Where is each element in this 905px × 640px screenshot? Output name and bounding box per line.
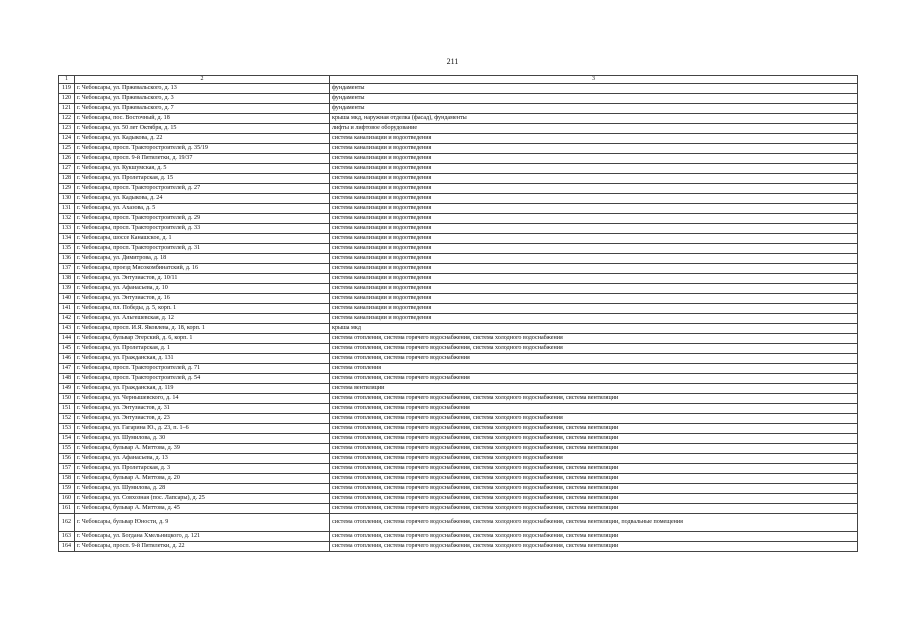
row-works: система канализации и водоотведения [330,294,858,304]
table-row [59,244,858,254]
row-address: г. Чебоксары, просп. И.Я. Яковлева, д. 18, корп. 1 [75,324,330,334]
table-row [59,314,858,324]
row-number: 154 [59,434,75,444]
header-cell-3: 3 [330,76,858,84]
row-number: 121 [59,104,75,114]
row-address: г. Чебоксары, ул. Чернышевского, д. 14 [75,394,330,404]
row-works: система канализации и водоотведения [330,174,858,184]
row-address: г. Чебоксары, ул. Энтузиастов, д. 10/11 [75,274,330,284]
row-number: 146 [59,354,75,364]
row-number: 158 [59,474,75,484]
row-address: г. Чебоксары, бульвар А. Миттова, д. 20 [75,474,330,484]
row-works: крыша мкд, наружная отделка (фасад), фундаменты [330,114,858,124]
table-row [59,284,858,294]
row-address: г. Чебоксары, просп. Тракторостроителей, д. 35/19 [75,144,330,154]
row-number: 147 [59,364,75,374]
row-works: система отопления, система горячего водоснабжения [330,354,858,364]
row-works: система канализации и водоотведения [330,154,858,164]
row-works: система канализации и водоотведения [330,254,858,264]
row-address: г. Чебоксары, просп. Тракторостроителей, д. 71 [75,364,330,374]
table-row [59,542,858,552]
row-works: система канализации и водоотведения [330,184,858,194]
table-row [59,134,858,144]
row-address: г. Чебоксары, пл. Победы, д. 5, корп. 1 [75,304,330,314]
row-works: фундаменты [330,84,858,94]
row-works: система отопления, система горячего водоснабжения [330,404,858,414]
row-number: 119 [59,84,75,94]
table-row [59,504,858,514]
row-number: 149 [59,384,75,394]
row-number: 157 [59,464,75,474]
row-number: 130 [59,194,75,204]
row-works: система отопления, система горячего водоснабжения, система холодного водоснабжения [330,334,858,344]
table-row [59,104,858,114]
table-row [59,514,858,532]
table-row [59,194,858,204]
row-number: 131 [59,204,75,214]
row-number: 141 [59,304,75,314]
row-number: 128 [59,174,75,184]
table-header-row [59,76,858,84]
row-number: 132 [59,214,75,224]
row-address: г. Чебоксары, ул. Афанасьева, д. 10 [75,284,330,294]
row-works: система отопления, система горячего водоснабжения, система холодного водоснабжения, система вентиляции [330,542,858,552]
row-address: г. Чебоксары, ул. Шумилова, д. 28 [75,484,330,494]
row-address: г. Чебоксары, ул. Шумилова, д. 30 [75,434,330,444]
row-address: г. Чебоксары, ул. Гражданская, д. 119 [75,384,330,394]
table-row [59,484,858,494]
row-works: лифты и лифтовое оборудование [330,124,858,134]
row-works: система канализации и водоотведения [330,194,858,204]
table-row [59,374,858,384]
header-cell-2: 2 [75,76,330,84]
row-works: система канализации и водоотведения [330,274,858,284]
table-row [59,364,858,374]
row-number: 139 [59,284,75,294]
row-number: 120 [59,94,75,104]
row-address: г. Чебоксары, просп. Тракторостроителей, д. 33 [75,224,330,234]
row-address: г. Чебоксары, просп. 9-й Пятилетки, д. 19/37 [75,154,330,164]
row-address: г. Чебоксары, просп. Тракторостроителей, д. 54 [75,374,330,384]
row-address: г. Чебоксары, бульвар Юности, д. 9 [75,514,330,532]
row-address: г. Чебоксары, ул. Пролетарская, д. 15 [75,174,330,184]
row-number: 140 [59,294,75,304]
row-address: г. Чебоксары, проезд Мясокомбинатский, д. 16 [75,264,330,274]
table-row [59,444,858,454]
row-number: 123 [59,124,75,134]
row-number: 124 [59,134,75,144]
row-number: 126 [59,154,75,164]
table-row [59,532,858,542]
row-number: 127 [59,164,75,174]
table-row [59,404,858,414]
row-number: 134 [59,234,75,244]
row-works: система отопления, система горячего водоснабжения, система холодного водоснабжения, система вентиляции [330,464,858,474]
register-table [58,75,858,552]
table-row [59,424,858,434]
row-address: г. Чебоксары, ул. Димитрова, д. 18 [75,254,330,264]
row-works: система вентиляции [330,384,858,394]
row-works: система отопления, система горячего водоснабжения, система холодного водоснабжения, система вентиляции [330,424,858,434]
row-works: система канализации и водоотведения [330,264,858,274]
table-row [59,474,858,484]
table-row [59,494,858,504]
row-works: система канализации и водоотведения [330,284,858,294]
row-address: г. Чебоксары, ул. Пролетарская, д. 1 [75,344,330,354]
row-number: 161 [59,504,75,514]
table-row [59,354,858,364]
row-works: система отопления [330,364,858,374]
row-number: 151 [59,404,75,414]
table-row [59,334,858,344]
table-row [59,234,858,244]
row-works: фундаменты [330,94,858,104]
row-address: г. Чебоксары, ул. Афанасьева, д. 13 [75,454,330,464]
row-address: г. Чебоксары, ул. Пржевальского, д. 13 [75,84,330,94]
row-works: система отопления, система горячего водоснабжения, система холодного водоснабжения, система вентиляции [330,532,858,542]
row-address: г. Чебоксары, просп. Тракторостроителей, д. 31 [75,244,330,254]
table-row [59,174,858,184]
row-works: система отопления, система горячего водоснабжения, система холодного водоснабжения, система вентиляции [330,474,858,484]
row-works: система отопления, система горячего водоснабжения, система холодного водоснабжения, система вентиляции [330,434,858,444]
row-number: 136 [59,254,75,264]
row-works: система канализации и водоотведения [330,164,858,174]
row-number: 143 [59,324,75,334]
row-works: фундаменты [330,104,858,114]
table-row [59,114,858,124]
row-number: 145 [59,344,75,354]
row-address: г. Чебоксары, просп. Тракторостроителей, д. 29 [75,214,330,224]
row-number: 122 [59,114,75,124]
row-works: система отопления, система горячего водоснабжения, система холодного водоснабжения, система вентиляции, подвальные помещения [330,514,858,532]
row-address: г. Чебоксары, ул. 50 лет Октября, д. 15 [75,124,330,134]
row-address: г. Чебоксары, бульвар А. Миттова, д. 45 [75,504,330,514]
row-number: 144 [59,334,75,344]
row-address: г. Чебоксары, ул. Пролетарская, д. 3 [75,464,330,474]
row-address: г. Чебоксары, ул. Кадыкова, д. 22 [75,134,330,144]
row-number: 164 [59,542,75,552]
row-works: система отопления, система горячего водоснабжения, система холодного водоснабжения [330,454,858,464]
row-number: 155 [59,444,75,454]
table-row [59,384,858,394]
row-address: г. Чебоксары, ул. Кукшумская, д. 5 [75,164,330,174]
row-works: система канализации и водоотведения [330,204,858,214]
row-address: г. Чебоксары, просп. Тракторостроителей, д. 27 [75,184,330,194]
table-row [59,264,858,274]
row-address: г. Чебоксары, бульвар Эгерский, д. 6, корп. 1 [75,334,330,344]
row-address: г. Чебоксары, просп. 9-й Пятилетки, д. 22 [75,542,330,552]
row-works: система канализации и водоотведения [330,224,858,234]
table-row [59,124,858,134]
row-works: система отопления, система горячего водоснабжения, система холодного водоснабжения, система вентиляции [330,494,858,504]
row-number: 156 [59,454,75,464]
row-number: 152 [59,414,75,424]
table-row [59,214,858,224]
table-row [59,144,858,154]
row-number: 133 [59,224,75,234]
row-address: г. Чебоксары, ул. Богдана Хмельницкого, д. 121 [75,532,330,542]
row-works: система отопления, система горячего водоснабжения, система холодного водоснабжения, система вентиляции [330,504,858,514]
row-number: 150 [59,394,75,404]
row-works: система отопления, система горячего водоснабжения, система холодного водоснабжения, система вентиляции [330,484,858,494]
table-row [59,394,858,404]
row-number: 137 [59,264,75,274]
row-number: 160 [59,494,75,504]
row-address: г. Чебоксары, ул. Пржевальского, д. 3 [75,94,330,104]
row-works: система канализации и водоотведения [330,244,858,254]
page-number: 211 [446,57,459,66]
row-address: г. Чебоксары, ул. Энтузиастов, д. 16 [75,294,330,304]
row-address: г. Чебоксары, ул. Гагарина Ю., д. 23, п. 1–6 [75,424,330,434]
table-row [59,274,858,284]
row-address: г. Чебоксары, пос. Восточный, д. 18 [75,114,330,124]
row-works: система отопления, система горячего водоснабжения, система холодного водоснабжения [330,344,858,354]
table-row [59,294,858,304]
table-row [59,304,858,314]
row-address: г. Чебоксары, ул. Энтузиастов, д. 31 [75,404,330,414]
row-number: 129 [59,184,75,194]
table-row [59,164,858,174]
register-table-body [59,76,858,552]
row-number: 163 [59,532,75,542]
table-row [59,434,858,444]
row-works: система канализации и водоотведения [330,234,858,244]
row-works: крыша мкд [330,324,858,334]
table-row [59,84,858,94]
table-row [59,94,858,104]
row-number: 138 [59,274,75,284]
row-number: 153 [59,424,75,434]
table-row [59,454,858,464]
table-row [59,184,858,194]
row-works: система отопления, система горячего водоснабжения, система холодного водоснабжения, система вентиляции [330,444,858,454]
row-works: система отопления, система горячего водоснабжения [330,374,858,384]
row-address: г. Чебоксары, шоссе Канашское, д. 1 [75,234,330,244]
row-works: система отопления, система горячего водоснабжения, система холодного водоснабжения, система вентиляции [330,394,858,404]
table-row [59,204,858,214]
table-row [59,154,858,164]
row-address: г. Чебоксары, ул. Гражданская, д. 131 [75,354,330,364]
row-works: система канализации и водоотведения [330,214,858,224]
row-works: система канализации и водоотведения [330,314,858,324]
table-row [59,344,858,354]
row-works: система канализации и водоотведения [330,144,858,154]
table-row [59,324,858,334]
row-address: г. Чебоксары, ул. Ахазова, д. 5 [75,204,330,214]
row-number: 125 [59,144,75,154]
header-cell-1: 1 [59,76,75,84]
row-address: г. Чебоксары, ул. Энтузиастов, д. 23 [75,414,330,424]
row-number: 159 [59,484,75,494]
table-row [59,464,858,474]
row-address: г. Чебоксары, ул. Совхозная (пос. Лапсары), д. 25 [75,494,330,504]
row-number: 148 [59,374,75,384]
row-number: 162 [59,514,75,532]
table-row [59,254,858,264]
row-address: г. Чебоксары, ул. Пржевальского, д. 7 [75,104,330,114]
row-address: г. Чебоксары, бульвар А. Миттова, д. 39 [75,444,330,454]
row-address: г. Чебоксары, ул. Альгешевская, д. 12 [75,314,330,324]
row-works: система отопления, система горячего водоснабжения, система холодного водоснабжения [330,414,858,424]
row-works: система канализации и водоотведения [330,304,858,314]
row-works: система канализации и водоотведения [330,134,858,144]
row-number: 135 [59,244,75,254]
row-number: 142 [59,314,75,324]
table-row [59,414,858,424]
table-row [59,224,858,234]
row-address: г. Чебоксары, ул. Кадыкова, д. 24 [75,194,330,204]
